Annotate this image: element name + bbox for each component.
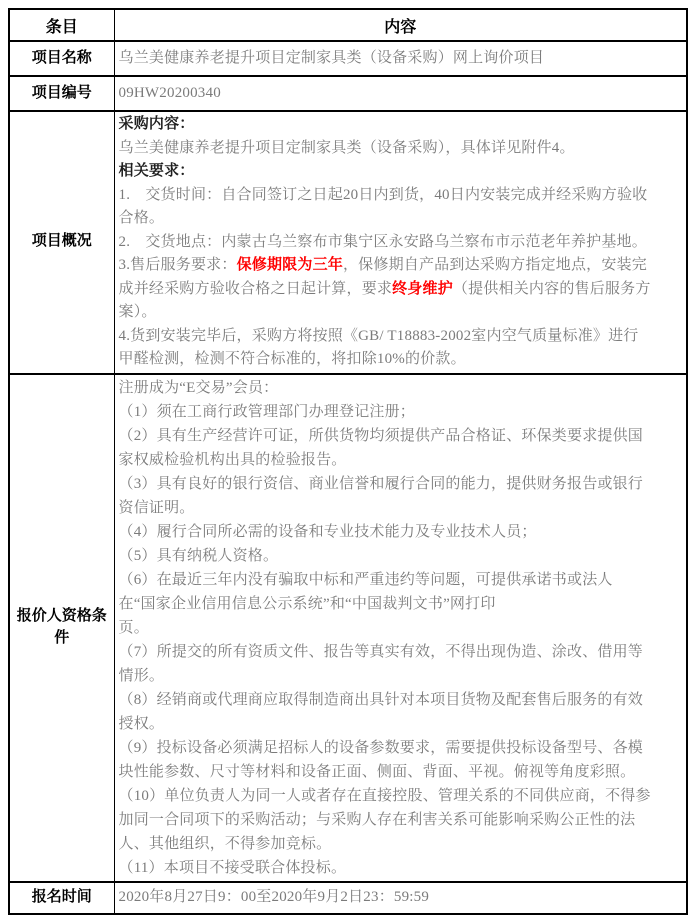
project-name-label: 项目名称 [9, 41, 114, 76]
body-text: （4）履行合同所必需的设备和专业技术能力及专业技术人员； [118, 523, 537, 540]
body-text: （10）单位负责人为同一人或者存在直接控股、管理关系的不同供应商，不得参 [118, 787, 651, 804]
body-text: （6）在最近三年内没有骗取中标和严重违约等问题，可提供承诺书或法人 [118, 571, 613, 588]
project-summary-value [114, 111, 687, 374]
body-text: ，保修期自产品到达采购方指定地点，安装完 [342, 257, 647, 273]
body-text: （9）投标设备必须满足招标人的设备参数要求，需要提供投标设备型号、各模 [118, 739, 644, 756]
body-text: 2. 交货地点：内蒙古乌兰察布市集宁区永安路乌兰察布市示范老年养护基地。 [118, 233, 647, 250]
header-item-column: 条目 [9, 9, 114, 41]
row-bidder-qualifications [9, 374, 687, 882]
signup-time-value [114, 882, 687, 914]
body-text: （3）具有良好的银行资信、商业信誉和履行合同的能力，提供财务报告或银行 [118, 475, 644, 492]
body-text: （11）本项目不接受联合体投标。 [118, 859, 347, 876]
body-text: 注册成为“E交易”会员： [118, 379, 279, 396]
body-text: 加同一合同项下的采购活动；与采购人存在利害关系可能影响采购公正性的法 [118, 811, 636, 828]
body-text: 4.货到安装完毕后，采购方将按照《GB/ T18883-2002室内空气质量标准》进行 [118, 327, 639, 344]
bold-subheading-text: 采购内容： [118, 116, 195, 132]
project-number-label: 项目编号 [9, 76, 114, 111]
body-text: 乌兰美健康养老提升项目定制家具类（设备采购）网上询价项目 [118, 49, 545, 66]
body-text: 案）。 [118, 304, 157, 320]
body-text: （5）具有纳税人资格。 [118, 547, 279, 564]
body-text: 09HW20200340 [118, 84, 221, 101]
body-text: 块性能参数、尺寸等材料和设备正面、侧面、背面、平视。俯视等角度彩照。 [118, 763, 636, 780]
body-text: 3.售后服务要求： [118, 257, 237, 273]
project-summary-label: 项目概况 [9, 111, 114, 374]
row-project-summary [9, 111, 687, 374]
signup-time-label: 报名时间 [9, 882, 114, 914]
body-text: 在“国家企业信用信息公示系统”和“中国裁判文书”网打印 [118, 595, 496, 612]
body-text: 页。 [118, 619, 149, 636]
body-text: （2）具有生产经营许可证，所供货物均须提供产品合格证、环保类要求提供国 [118, 427, 644, 444]
row-project-name [9, 41, 687, 76]
emphasis-red-text: 终身维护 [392, 280, 453, 297]
bold-subheading-text: 相关要求： [118, 163, 195, 179]
body-text: 成并经采购方验收合格之日起计算，要求 [118, 280, 393, 297]
row-signup-time [9, 882, 687, 914]
body-text: 家权威检验机构出具的检验报告。 [118, 451, 347, 468]
project-name-value [114, 41, 687, 76]
bidder-qualifications-value [114, 374, 687, 882]
project-number-value [114, 76, 687, 111]
body-text: 甲醛检测，检测不符合标准的，将扣除10%的价款。 [118, 351, 466, 367]
emphasis-red-text: 保修期限为三年 [236, 257, 343, 273]
body-text: （1）须在工商行政管理部门办理登记注册； [118, 403, 416, 420]
body-text: （7）所提交的所有资质文件、报告等真实有效，不得出现伪造、涂改、借用等 [118, 643, 644, 660]
body-text: 情形。 [118, 667, 165, 684]
body-text: 授权。 [118, 715, 165, 732]
row-project-number [9, 76, 687, 111]
body-text: 1. 交货时间：自合同签订之日起20日内到货，40日内安装完成并经采购方验收 [118, 186, 648, 203]
table-header-row [9, 9, 687, 41]
body-text: 资信证明。 [118, 499, 195, 516]
bidder-qualifications-label: 报价人资格条件 [9, 374, 114, 882]
body-text: 合格。 [118, 210, 165, 226]
procurement-notice-table [8, 8, 688, 915]
header-content-column: 内容 [114, 9, 687, 41]
body-text: （8）经销商或代理商应取得制造商出具针对本项目货物及配套售后服务的有效 [118, 691, 644, 708]
body-text: 乌兰美健康养老提升项目定制家具类（设备采购），具体详见附件4。 [118, 139, 575, 156]
body-text: 2020年8月27日9：00至2020年9月2日23：59:59 [118, 888, 430, 905]
body-text: （提供相关内容的售后服务方 [452, 280, 651, 297]
body-text: 人、其他组织，不得参加竞标。 [118, 835, 332, 852]
